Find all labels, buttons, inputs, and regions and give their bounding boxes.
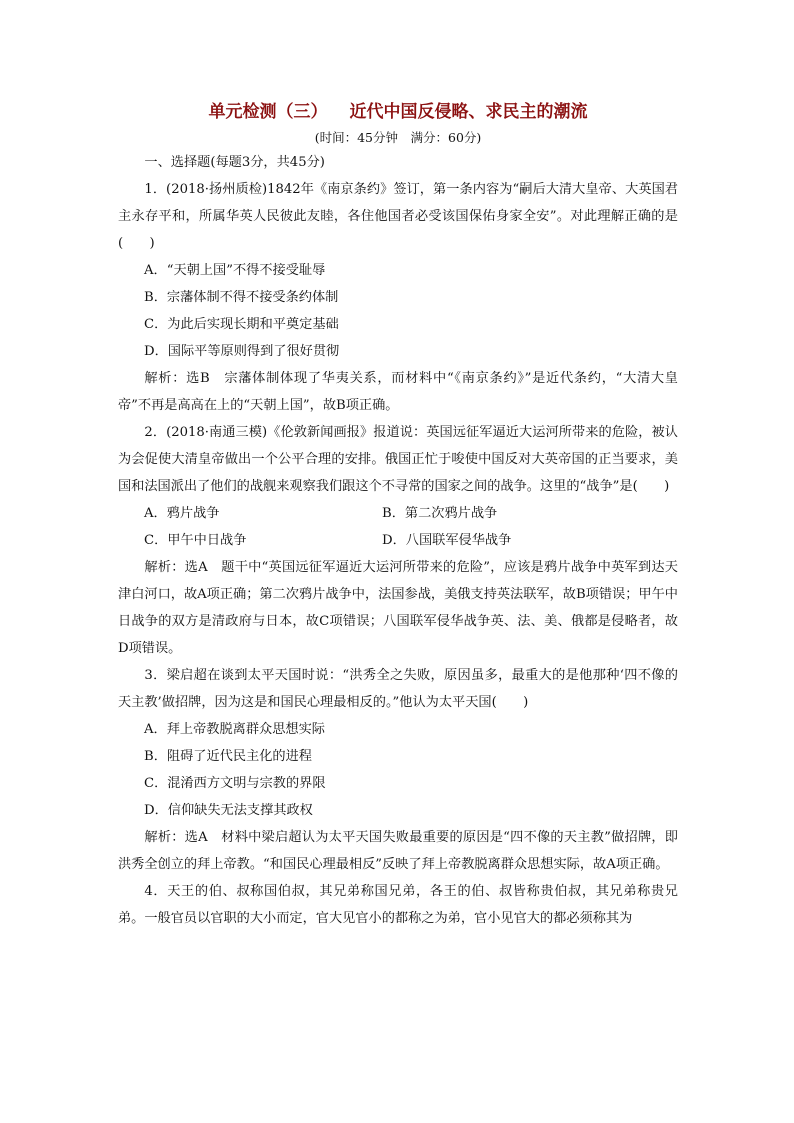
- question-2-option-b: B．第二次鸦片战争: [382, 506, 498, 521]
- question-3-option-c: C．混淆西方文明与宗教的界限: [144, 776, 326, 791]
- question-2-options-row-1: [118, 500, 678, 527]
- question-1-stem: 1．(2018·扬州质检)1842年《南京条约》签订，第一条内容为“嗣后大清大皇帝、大英国君主永存平和，所属华英人民彼此友睦，各住他国者必受该国保佑身家全安”。对此理解正确的是( ): [118, 182, 678, 251]
- question-1-option-d: D．国际平等原则得到了很好贯彻: [144, 344, 340, 359]
- question-3-stem: 3．梁启超在谈到太平天国时说：“洪秀全之失败，原因虽多，最重大的是他那种‘四不像的天主教’做招牌，因为这是和国民心理最相反的。”他认为太平天国( ): [118, 668, 678, 710]
- exam-page: [118, 100, 678, 932]
- question-1-option-a: A．“天朝上国”不得不接受耻辱: [144, 263, 326, 278]
- question-2-option-c: C．甲午中日战争: [144, 533, 247, 548]
- question-3-option-a: A．拜上帝教脱离群众思想实际: [144, 722, 325, 737]
- section-heading: 一、选择题(每题3分，共45分): [144, 155, 325, 170]
- title-topic: 近代中国反侵略、求民主的潮流: [349, 102, 588, 122]
- question-2-option-d: D．八国联军侵华战争: [382, 533, 512, 548]
- title-unit: 单元检测（三）: [208, 102, 328, 122]
- question-3-option-d: D．信仰缺失无法支撑其政权: [144, 803, 313, 818]
- question-1-option-b: B．宗藩体制不得不接受条约体制: [144, 290, 339, 305]
- question-3-analysis: 解析：选A 材料中梁启超认为太平天国失败最重要的原因是“四不像的天主教”做招牌，即洪秀全创立的拜上帝教。“和国民心理最相反”反映了拜上帝教脱离群众思想实际，故A项正确。: [118, 830, 678, 872]
- question-2-stem: 2．(2018·南通三模)《伦敦新闻画报》报道说：英国远征军逼近大运河所带来的危险，被认为会促使大清皇帝做出一个公平合理的安排。俄国正忙于唆使中国反对大英帝国的正当要求，美国和法国派出了他们的战舰来观察我们跟这个不寻常的国家之间的战争。这里的“战争”是( ): [118, 425, 678, 494]
- question-2-option-a: A．鸦片战争: [144, 506, 220, 521]
- question-4-stem: 4．天王的伯、叔称国伯叔，其兄弟称国兄弟，各王的伯、叔皆称贵伯叔，其兄弟称贵兄弟。一般官员以官职的大小而定，官大见官小的都称之为弟，官小见官大的都必须称其为: [118, 884, 678, 926]
- page-title: [118, 100, 678, 124]
- question-1-option-c: C．为此后实现长期和平奠定基础: [144, 317, 339, 332]
- exam-time-score: (时间：45分钟 满分：60分): [314, 130, 482, 145]
- question-3-option-b: B．阻碍了近代民主化的进程: [144, 749, 312, 764]
- question-2-analysis: 解析：选A 题干中“英国远征军逼近大运河所带来的危险”，应该是鸦片战争中英军到达天津白河口，故A项正确；第二次鸦片战争中，法国参战，美俄支持英法联军，故B项错误；甲午中日战争的双方是清政府与日本，故C项错误；八国联军侵华战争英、法、美、俄都是侵略者，故D项错误。: [118, 560, 678, 656]
- question-1-analysis: 解析：选B 宗藩体制体现了华夷关系，而材料中“《南京条约》”是近代条约，“大清大皇帝”不再是高高在上的“天朝上国”，故B项正确。: [118, 371, 678, 413]
- question-2-options-row-2: [118, 527, 678, 554]
